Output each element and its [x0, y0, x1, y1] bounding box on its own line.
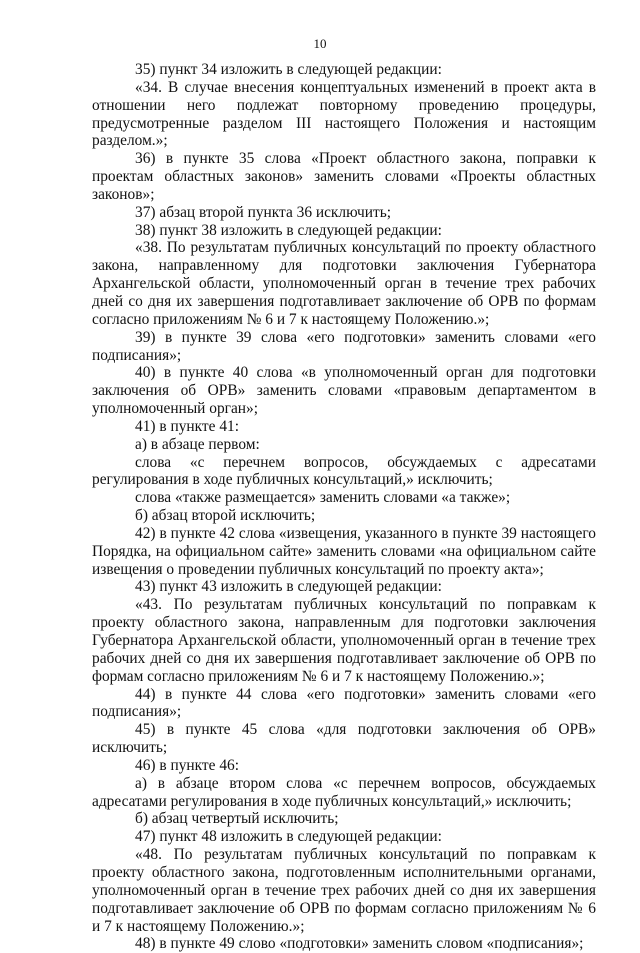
paragraph: 47) пункт 48 изложить в следующей редакции:: [135, 828, 442, 846]
paragraph: 46) в пункте 46:: [135, 756, 239, 774]
paragraph: 37) абзац второй пункта 36 исключить;: [135, 203, 392, 221]
page-number: 10: [313, 36, 327, 51]
paragraph: «48. По результатам публичных консультаций по поправкам к проекту областного закона, подготовленным исполнительными органами, уполномоченный орган в течение трех рабочих дней со дня их завершения подготавливает заключение об ОРВ по формам согласно приложениям № 6 и 7 к настоящему Положению.»;: [92, 846, 596, 935]
paragraph: «34. В случае внесения концептуальных изменений в проект акта в отношении него подлежат повторному проведению процедуры, предусмотренные разделом III настоящего Положения и настоящим разделом.»;: [92, 78, 596, 150]
paragraph: б) абзац четвертый исключить;: [135, 810, 339, 828]
document-body: [92, 61, 596, 953]
paragraph: а) в абзаце первом:: [135, 435, 260, 453]
paragraph: 44) в пункте 44 слова «его подготовки» заменить словами «его подписания»;: [92, 685, 596, 721]
paragraph: 45) в пункте 45 слова «для подготовки заключения об ОРВ» исключить;: [92, 721, 596, 757]
paragraph: 35) пункт 34 изложить в следующей редакции:: [135, 61, 442, 78]
paragraph: 39) в пункте 39 слова «его подготовки» заменить словами «его подписания»;: [92, 328, 596, 364]
paragraph: 36) в пункте 35 слова «Проект областного закона, поправки к проектам областных законов» заменить словами «Проекты областных законов»;: [92, 150, 596, 203]
paragraph: 41) в пункте 41:: [135, 417, 239, 435]
paragraph: слова «с перечнем вопросов, обсуждаемых с адресатами регулирования в ходе публичных консультаций,» исключить;: [92, 453, 596, 489]
paragraph: б) абзац второй исключить;: [135, 507, 316, 525]
paragraph: «43. По результатам публичных консультаций по поправкам к проекту областного закона, направленным для подготовки заключения Губернатора Архангельской области, уполномоченный орган в течение трех рабочих дней со дня их завершения подготавливает заключение об ОРВ по формам согласно приложениям № 6 и 7 к настоящему Положению.»;: [92, 596, 596, 685]
paragraph: «38. По результатам публичных консультаций по проекту областного закона, направленному для подготовки заключения Губернатора Архангельской области, уполномоченный орган в течение трех рабочих дней со дня их завершения подготавливает заключение об ОРВ по формам согласно приложениям № 6 и 7 к настоящему Положению.»;: [92, 239, 596, 328]
paragraph: 40) в пункте 40 слова «в уполномоченный орган для подготовки заключения об ОРВ» заменить словами «правовым департаментом в уполномоченный орган»;: [92, 364, 596, 418]
paragraph: 38) пункт 38 изложить в следующей редакции:: [135, 221, 442, 239]
paragraph: слова «также размещается» заменить словами «а также»;: [135, 489, 511, 507]
paragraph: 42) в пункте 42 слова «извещения, указанного в пункте 39 настоящего Порядка, на официальном сайте» заменить словами «на официальном сайте извещения о проведении публичных консультаций по проекту акта»;: [92, 524, 596, 578]
paragraph: 48) в пункте 49 слово «подготовки» заменить словом «подписания»;: [135, 935, 584, 953]
paragraph: 43) пункт 43 изложить в следующей редакции:: [135, 578, 442, 596]
paragraph: а) в абзаце втором слова «с перечнем вопросов, обсуждаемых адресатами регулирования в ходе публичных консультаций,» исключить;: [92, 774, 596, 810]
